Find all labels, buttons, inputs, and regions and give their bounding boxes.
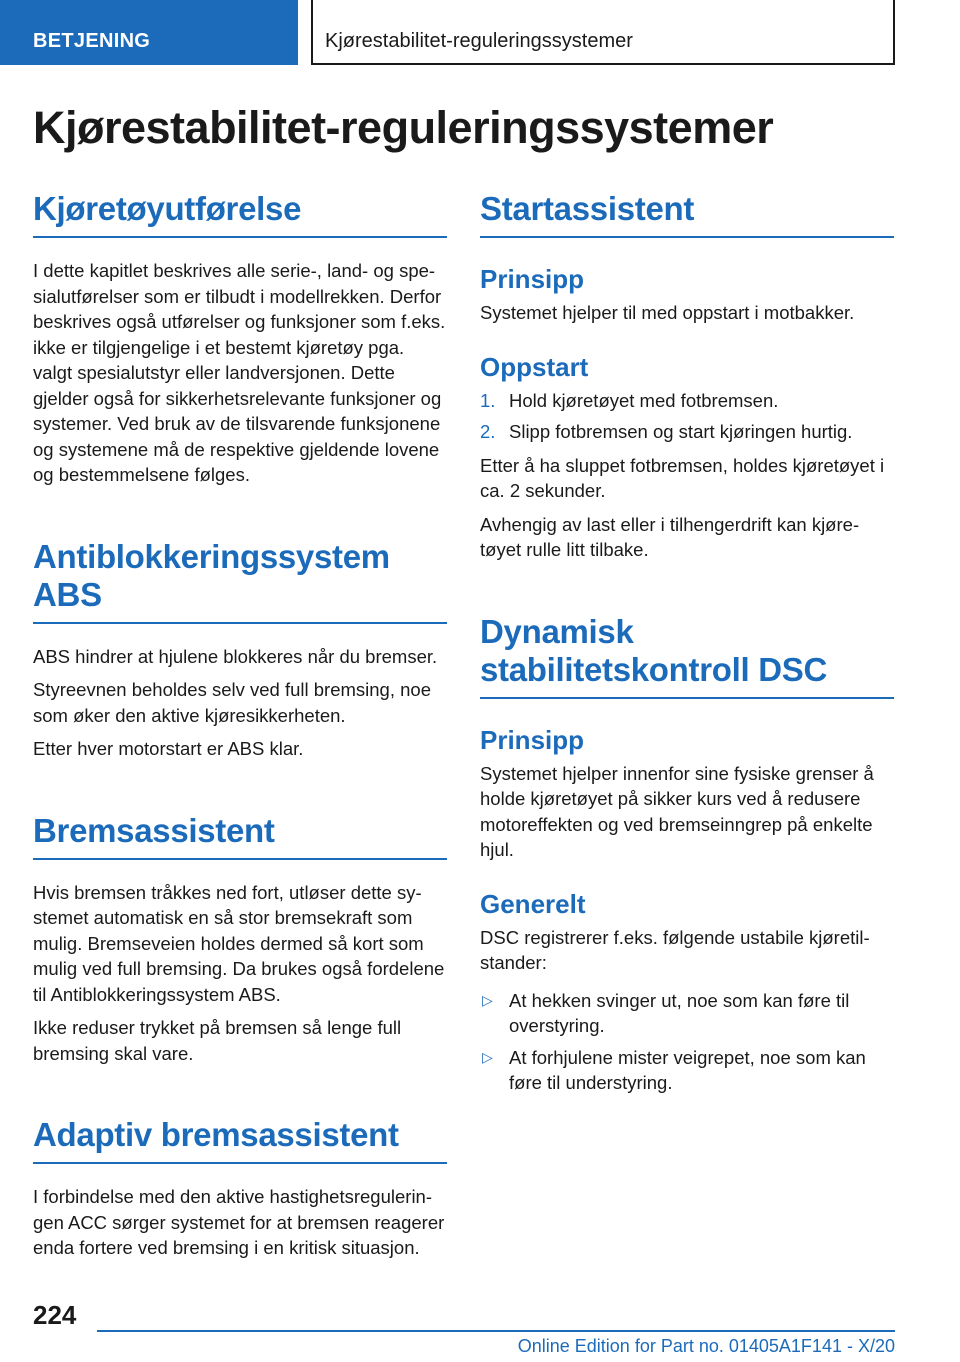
paragraph: Hvis bremsen tråkkes ned fort, utløser dette systemet automatisk en så stor bremsekraft som mulig. Bremseveien holdes dermed så kort som mulig ved full bremsing. Da brukes også fordelene til Antiblokkeringssystem ABS.	[33, 881, 445, 1005]
section-adaptive-brake-assist	[33, 1116, 447, 1261]
footer-divider	[97, 1330, 895, 1332]
list-item-text: At hekken svinger ut, noe som kan føre til overstyring.	[509, 989, 850, 1036]
paragraph: Systemet hjelper innenfor sine fysiske grenser å holde kjøretøyet på sikker kurs ved å redusere motoreffekten og ved bremseinngrep på enkelte hjul.	[480, 762, 874, 860]
paragraph: Styreevnen beholdes selv ved full bremsing, noe som øker den aktive kjøresikkerheten.	[33, 679, 431, 726]
page-title: Kjørestabilitet-reguleringssystemer	[33, 102, 774, 153]
list-item	[480, 1045, 894, 1096]
page-header	[0, 0, 960, 66]
subsection-title: Prinsipp	[480, 264, 585, 294]
paragraph: ABS hindrer at hjulene blokkeres når du bremser.	[33, 645, 438, 667]
edition-note: Online Edition for Part no. 01405A1F141 - X/20	[517, 1336, 895, 1356]
step-item	[480, 419, 894, 445]
section-vehicle-equipment	[33, 190, 447, 488]
triangle-right-icon: ▷	[482, 1048, 493, 1065]
paragraph: DSC registrerer f.eks. følgende ustabile kjøretilstander:	[480, 926, 870, 973]
section-dsc	[480, 613, 894, 1096]
section-tab: BETJENING	[0, 0, 298, 65]
left-column	[33, 190, 447, 1261]
list-item-text: At forhjulene mister veigrepet, noe som kan føre til understyring.	[509, 1046, 866, 1093]
section-abs	[33, 538, 447, 762]
section-start-assist	[480, 190, 894, 563]
section-title: Dynamisk stabilitetskontroll DSC	[480, 613, 894, 699]
subsection-title: Generelt	[480, 888, 586, 919]
step-text: Hold kjøretøyet med fotbremsen.	[509, 389, 779, 411]
step-item	[480, 388, 894, 414]
subsection-title: Prinsipp	[480, 724, 585, 755]
step-number: 2.	[480, 421, 496, 442]
paragraph: I dette kapitlet beskrives alle serie-, land- og spesialutførelser som er tilbudt i modellrekken. Derfor beskrives også utførelser og funksjoner som f.eks. ikke er tilgjengelige i et bestemt kjøretøy pga. valgt spesialutstyr eller landversjonen. Dette gjelder også for sikkerhetsrelevante funksjoner og systemer. Ved bruk av de tilsvarende funksjonene og systemene må de respektive gjeldende lovene og bestemmelsene følges.	[33, 260, 446, 485]
chapter-tab: Kjørestabilitet-reguleringssystemer	[311, 0, 895, 65]
subsection-title: Oppstart	[480, 351, 589, 382]
paragraph: Ikke reduser trykket på bremsen så lenge full bremsing skal vare.	[33, 1017, 402, 1064]
section-title: Adaptiv bremsassistent	[33, 1116, 447, 1164]
step-number: 1.	[480, 389, 496, 411]
step-text: Slipp fotbremsen og start kjøringen hurtig.	[509, 421, 853, 442]
section-title: Startassistent	[480, 190, 894, 238]
paragraph: Avhengig av last eller i tilhengerdrift kan kjøretøyet rulle litt tilbake.	[480, 513, 860, 560]
right-column	[480, 190, 894, 1096]
paragraph: I forbindelse med den aktive hastighetsreguleringen ACC sørger systemet for at bremsen reagerer enda fortere ved bremsing i en kritisk situasjon.	[33, 1186, 445, 1258]
paragraph: Etter å ha sluppet fotbremsen, holdes kjøretøyet i ca. 2 sekunder.	[480, 454, 885, 501]
triangle-right-icon: ▷	[482, 991, 493, 1008]
section-title: Kjøretøyutførelse	[33, 190, 447, 238]
paragraph: Etter hver motorstart er ABS klar.	[33, 738, 304, 759]
steps-list	[480, 388, 894, 445]
section-title: Antiblokkeringssystem ABS	[33, 538, 447, 624]
list-item	[480, 988, 894, 1039]
page-number: 224	[33, 1300, 77, 1330]
bullet-list	[480, 988, 894, 1096]
paragraph: Systemet hjelper til med oppstart i motbakker.	[480, 302, 855, 323]
section-title: Bremsassistent	[33, 812, 447, 860]
section-brake-assist	[33, 812, 447, 1067]
